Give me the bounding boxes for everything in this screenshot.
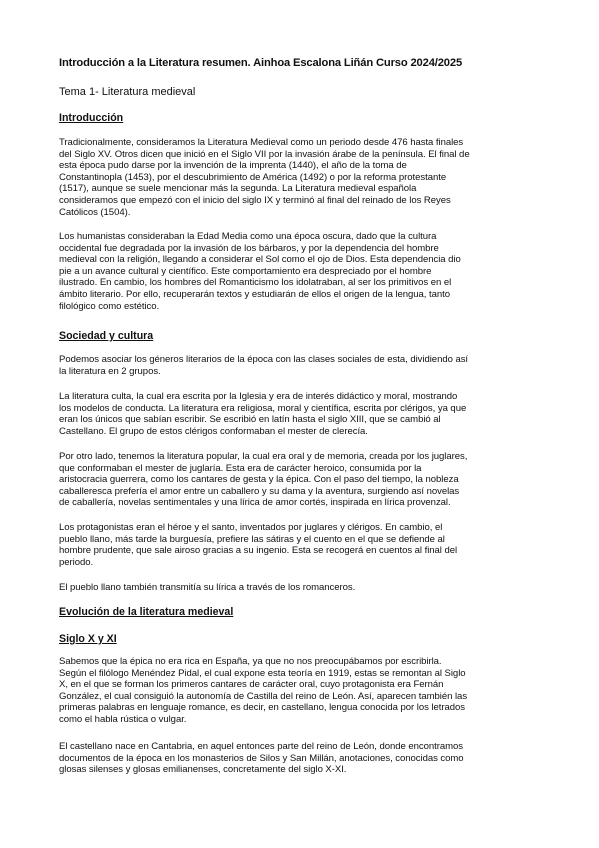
heading-evolucion: Evolución de la literatura medieval xyxy=(59,606,234,618)
text-line: Según el filólogo Menéndez Pidal, el cual expone esta teoría en 1919, estas se remontan al Siglo xyxy=(59,667,466,679)
paragraph-introduccion-1 xyxy=(59,137,541,218)
paragraph-introduccion-2 xyxy=(59,231,541,312)
text-line: Castellano. El grupo de estos clérigos conformaban el mester de clerecía. xyxy=(59,425,368,437)
text-line: caballeresca prefería el amor entre un caballero y su dama y la aventura, surgiendo así novelas xyxy=(59,485,460,497)
text-line: ilustrado. En cambio, los hombres del Romanticismo los idolatraban, al ser los primitivos en el xyxy=(59,277,452,289)
text-line: pueblo llano, más tarde la burguesía, prefiere las sátiras y el cuento en el que se defiende al xyxy=(59,533,445,545)
text-line: Católicos (1504). xyxy=(59,206,131,218)
paragraph-sociedad-5 xyxy=(59,582,541,594)
paragraph-sociedad-2 xyxy=(59,391,541,437)
text-line: del Siglo XV. Otros dicen que inició en el Siglo VII por la invasión árabe de la península. El final de xyxy=(59,148,470,160)
text-line: La literatura culta, la cual era escrita por la Iglesia y era de interés didáctico y moral, mostrando xyxy=(59,391,458,402)
document-subtitle: Tema 1- Literatura medieval xyxy=(59,86,196,98)
text-line: consideramos que empezó con el inicio del siglo IX y terminó al final del reinado de los Reyes xyxy=(59,194,451,206)
text-line: periodo. xyxy=(59,556,94,568)
text-line: medieval con la religión, llegando a considerar el Sol como el ojo de Dios. Esta dependencia dio xyxy=(59,254,461,266)
text-line: esta época pudo darse por la invención de la imprenta (1440), el año de la toma de xyxy=(59,160,407,172)
heading-introduccion: Introducción xyxy=(59,112,124,124)
paragraph-sociedad-3 xyxy=(59,451,541,509)
heading-siglo-x-xi: Siglo X y XI xyxy=(59,633,117,645)
text-line: X, en el que se forman los primeros cantares de carácter oral, cuyo protagonista era Fernán xyxy=(59,679,444,691)
text-line: El castellano nace en Cantabria, en aquel entonces parte del reino de León, donde encontramos xyxy=(59,741,464,752)
text-line: aristocracia guerrera, como los cantares de gesta y la épica. Con el paso del tiempo, la nobleza xyxy=(59,474,459,486)
text-line: que conformaban el mester de juglaría. Esta era de carácter heroico, consumida por la xyxy=(59,462,422,474)
text-line: filológico como estético. xyxy=(59,300,160,312)
text-line: González, el cual consiguió la autonomía de Castilla del reino de León. Así, aparecen también las xyxy=(59,690,468,702)
text-line: Por otro lado, tenemos la literatura popular, la cual era oral y de memoria, creada por los juglares, xyxy=(59,451,468,462)
text-line: primeras palabras en lenguaje romance, es decir, en castellano, lengua conocida por los letrados xyxy=(59,702,465,714)
paragraph-sociedad-1 xyxy=(59,354,541,377)
text-line: occidental fue degradada por la invasión de los bárbaros, y por la dependencia del hombre xyxy=(59,242,439,254)
text-line: Los protagonistas eran el héroe y el santo, inventados por juglares y clérigos. En cambio, el xyxy=(59,522,443,533)
text-line: Constantinopla (1453), por el descubrimiento de América (1492) o por la reforma protestante xyxy=(59,171,447,183)
text-line: Los humanistas consideraban la Edad Media como una época oscura, dado que la cultura xyxy=(59,231,437,242)
text-line: Tradicionalmente, consideramos la Literatura Medieval como un periodo desde 476 hasta finales xyxy=(59,137,464,148)
text-line: de caballería, novelas sentimentales y una lírica de amor cortés, inspirada en lírica provenzal. xyxy=(59,497,451,509)
text-line: ámbito literario. Por ello, recuperarán textos y estudiarán de ellos el origen de la lengua, tanto xyxy=(59,288,450,300)
text-line: Podemos asociar los géneros literarios de la época con las clases sociales de esta, dividiendo así xyxy=(59,354,469,365)
text-line: (1517), aunque se suele mencionar más la segunda. La Literatura medieval española xyxy=(59,183,417,195)
text-line: glosas silenses y glosas emilianenses, concretamente del siglo X-XI. xyxy=(59,764,347,776)
text-line: documentos de la época en los monasterios de Silos y San Millán, anotaciones, conocidas como xyxy=(59,752,464,764)
text-line: hombre prudente, que sale airoso gracias a su ingenio. Esta se recogerá en cuentos al final del xyxy=(59,545,458,557)
heading-sociedad-y-cultura: Sociedad y cultura xyxy=(59,330,154,342)
text-line: pie a un avance cultural y científico. Este comportamiento era despreciado por el hombre xyxy=(59,265,432,277)
paragraph-siglo-1 xyxy=(59,656,541,726)
text-line: eran los únicos que sabían escribir. Se escribió en latín hasta el siglo XIII, que se cambió al xyxy=(59,414,441,426)
text-line: los modelos de conducta. La literatura era religiosa, moral y científica, escrita por clérigos, ya que xyxy=(59,402,467,414)
text-line: como el habla rústica o vulgar. xyxy=(59,713,187,725)
text-line: Sabemos que la épica no era rica en España, ya que no nos preocupábamos por escribirla. xyxy=(59,656,442,667)
text-line: la literatura en 2 grupos. xyxy=(59,365,161,377)
paragraph-sociedad-4 xyxy=(59,522,541,568)
text-line: El pueblo llano también transmitía su lírica a través de los romanceros. xyxy=(59,582,356,593)
document-title: Introducción a la Literatura resumen. Ainhoa Escalona Liñán Curso 2024/2025 xyxy=(59,57,463,69)
paragraph-siglo-2 xyxy=(59,741,541,776)
